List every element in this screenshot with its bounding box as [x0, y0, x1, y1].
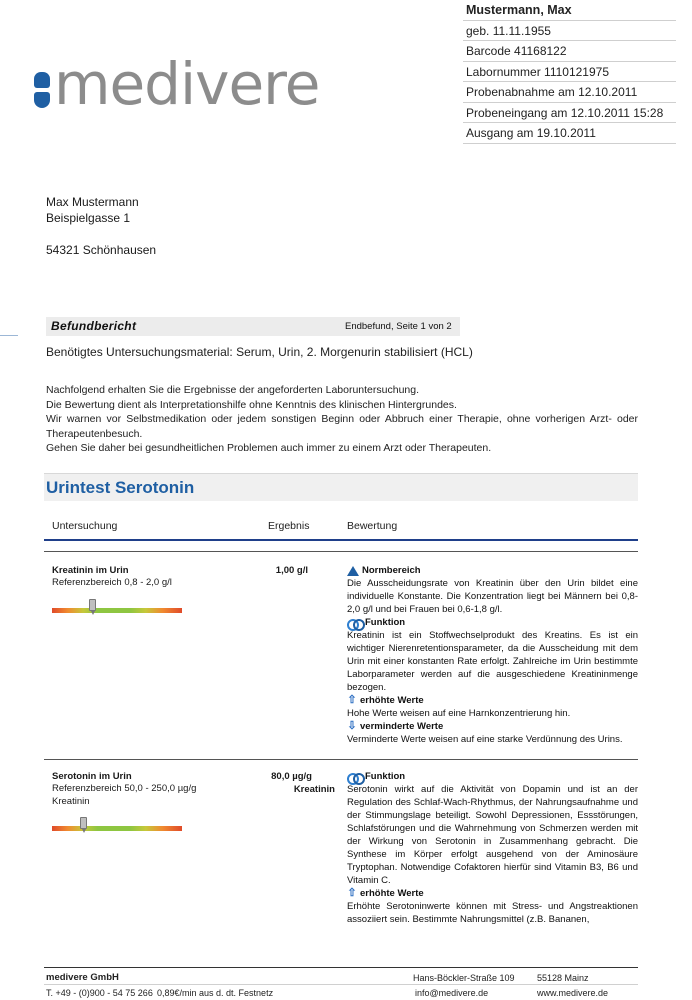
- test-result-unit: Kreatinin: [293, 784, 335, 795]
- eval-normal-heading: [347, 564, 638, 577]
- gears-icon: [347, 618, 362, 628]
- medivere-logo: [34, 50, 374, 118]
- test-evaluation: [347, 770, 638, 926]
- eval-text: Kreatinin ist ein Stoffwechselprodukt des Kreatins. Es ist ein wichtiger Nierenretentionsparameter, da die Ausscheidung mit dem Urin mit einer konstanten Rate erfolgt. Zahlreiche im Urin bestimmte Laborparameter werden auf die ausgeschiedene Kreatininmenge bezogen.: [347, 630, 638, 693]
- column-header-test: Untersuchung: [52, 520, 118, 532]
- address-street: Beispielgasse 1: [46, 211, 131, 225]
- eval-heading-label: verminderte Werte: [360, 721, 444, 732]
- eval-text: Erhöhte Serotoninwerte können mit Stress- und Angstreaktionen assoziiert sein. Bestimmte Nahrungsmittel (z.B. Bananen,: [347, 901, 638, 925]
- eval-function-heading: [347, 770, 638, 783]
- normal-range-triangle-icon: [347, 566, 359, 576]
- row-divider: [44, 759, 638, 760]
- test-reference: Referenzbereich 50,0 - 250,0 µg/g: [52, 783, 197, 794]
- address-city: 54321 Schönhausen: [46, 243, 157, 257]
- eval-text: Verminderte Werte weisen auf eine starke Verdünnung des Urins.: [347, 734, 623, 745]
- eval-heading-label: Normbereich: [362, 565, 421, 576]
- eval-low-heading: [347, 720, 638, 733]
- address-name: Max Mustermann: [46, 195, 139, 209]
- report-title: Befundbericht: [51, 319, 137, 333]
- intro-line: Nachfolgend erhalten Sie die Ergebnisse der angeforderten Laboruntersuchung.: [46, 384, 420, 396]
- report-issued-date: Ausgang am 19.10.2011: [463, 123, 676, 144]
- footer-city: 55128 Mainz: [537, 973, 589, 983]
- test-result: 80,0 µg/g: [271, 771, 312, 782]
- eval-high-heading: [347, 694, 638, 707]
- section-title: Urintest Serotonin: [46, 478, 195, 497]
- sample-material: Benötigtes Untersuchungsmaterial: Serum, Urin, 2. Morgenurin stabilisiert (HCL): [46, 345, 473, 359]
- arrow-up-icon: ⇧: [347, 694, 357, 706]
- test-name: Serotonin im Urin: [52, 771, 132, 782]
- table-header-rule: [44, 539, 638, 541]
- footer-phone: T. +49 - (0)900 - 54 75 266: [46, 988, 153, 998]
- patient-info-box: [463, 0, 676, 144]
- result-marker-icon: [80, 817, 87, 829]
- eval-heading-label: erhöhte Werte: [360, 888, 424, 899]
- logo-dot-icon: [34, 72, 50, 88]
- footer-rule: [44, 967, 638, 968]
- patient-name: Mustermann, Max: [463, 0, 676, 21]
- column-header-evaluation: Bewertung: [347, 520, 398, 532]
- sample-received-date: Probeneingang am 12.10.2011 15:28: [463, 103, 676, 124]
- patient-lab-number: Labornummer 1110121975: [463, 62, 676, 83]
- fold-mark: [0, 335, 18, 336]
- footer-phone-cost: 0,89€/min aus d. dt. Festnetz: [157, 988, 274, 998]
- intro-line: Die Bewertung dient als Interpretationshilfe ohne Kenntnis des klinischen Hintergrundes.: [46, 398, 457, 411]
- test-result: 1,00 g/l: [275, 565, 308, 576]
- patient-birthdate: geb. 11.11.1955: [463, 21, 676, 42]
- eval-text: Hohe Werte weisen auf eine Harnkonzentrierung hin.: [347, 708, 571, 719]
- eval-high-heading: [347, 887, 638, 900]
- eval-text: Die Ausscheidungsrate von Kreatinin über den Urin bildet eine individuelle Konstante. Die Konzentration liegt bei Männern bei 0,8-2,0 g/l und bei Frauen bei 0,6-1,8 g/l.: [347, 578, 638, 615]
- footer-web-link[interactable]: www.medivere.de: [537, 988, 609, 998]
- arrow-up-icon: ⇧: [347, 887, 357, 899]
- test-name: Kreatinin im Urin: [52, 565, 129, 576]
- intro-line: Gehen Sie daher bei gesundheitlichen Problemen auch immer zu einem Arzt oder Therapeuten.: [46, 442, 492, 454]
- eval-text: Serotonin wirkt auf die Aktivität von Dopamin und ist an der Regulation des Schlaf-Wach-Rhythmus, der Nahrungsaufnahme und der Stimmungslage beteiligt. Sowohl Depressionen, Essstörungen, Schlafstörungen und die Wahrnehmung von Schmerzen werden mit der Wirkung von Serotonin in Zusammenhang gebracht. Die Synthese im Körper erfolgt ausgehend von der Aminosäure Tryptophan. Notwendige Cofaktoren hierfür sind Vitamin B3, B6 und Vitamin C.: [347, 784, 638, 886]
- reference-range-bar: [52, 608, 182, 613]
- section-header: [44, 473, 638, 501]
- footer-divider: [44, 984, 638, 985]
- report-title-bar: [46, 317, 460, 336]
- test-reference-unit: Kreatinin: [52, 796, 90, 807]
- result-marker-icon: [89, 599, 96, 611]
- logo-text: medivere: [54, 50, 320, 118]
- footer-street: Hans-Böckler-Straße 109: [413, 973, 515, 983]
- gears-icon: [347, 772, 362, 782]
- test-reference: Referenzbereich 0,8 - 2,0 g/l: [52, 577, 172, 588]
- arrow-down-icon: ⇩: [347, 720, 357, 732]
- logo-dot-icon: [34, 92, 50, 108]
- test-evaluation: [347, 564, 638, 746]
- footer-email-link[interactable]: info@medivere.de: [415, 988, 489, 998]
- eval-heading-label: Funktion: [365, 771, 406, 782]
- eval-function-heading: [347, 616, 638, 629]
- sample-taken-date: Probenabnahme am 12.10.2011: [463, 82, 676, 103]
- row-divider: [44, 551, 638, 552]
- report-status: Endbefund, Seite 1 von 2: [345, 321, 452, 332]
- footer-company: medivere GmbH: [46, 972, 119, 983]
- intro-line: Wir warnen vor Selbstmedikation oder jedem sonstigen Beginn oder Abbruch einer Therapie, ohne vorherigen Arzt- oder Therapeutenbesuch.: [46, 413, 638, 440]
- eval-heading-label: Funktion: [365, 617, 406, 628]
- eval-heading-label: erhöhte Werte: [360, 695, 424, 706]
- patient-barcode: Barcode 41168122: [463, 41, 676, 62]
- intro-text: [46, 383, 638, 456]
- column-header-result: Ergebnis: [268, 520, 310, 532]
- reference-range-bar: [52, 826, 182, 831]
- recipient-address: [46, 194, 156, 258]
